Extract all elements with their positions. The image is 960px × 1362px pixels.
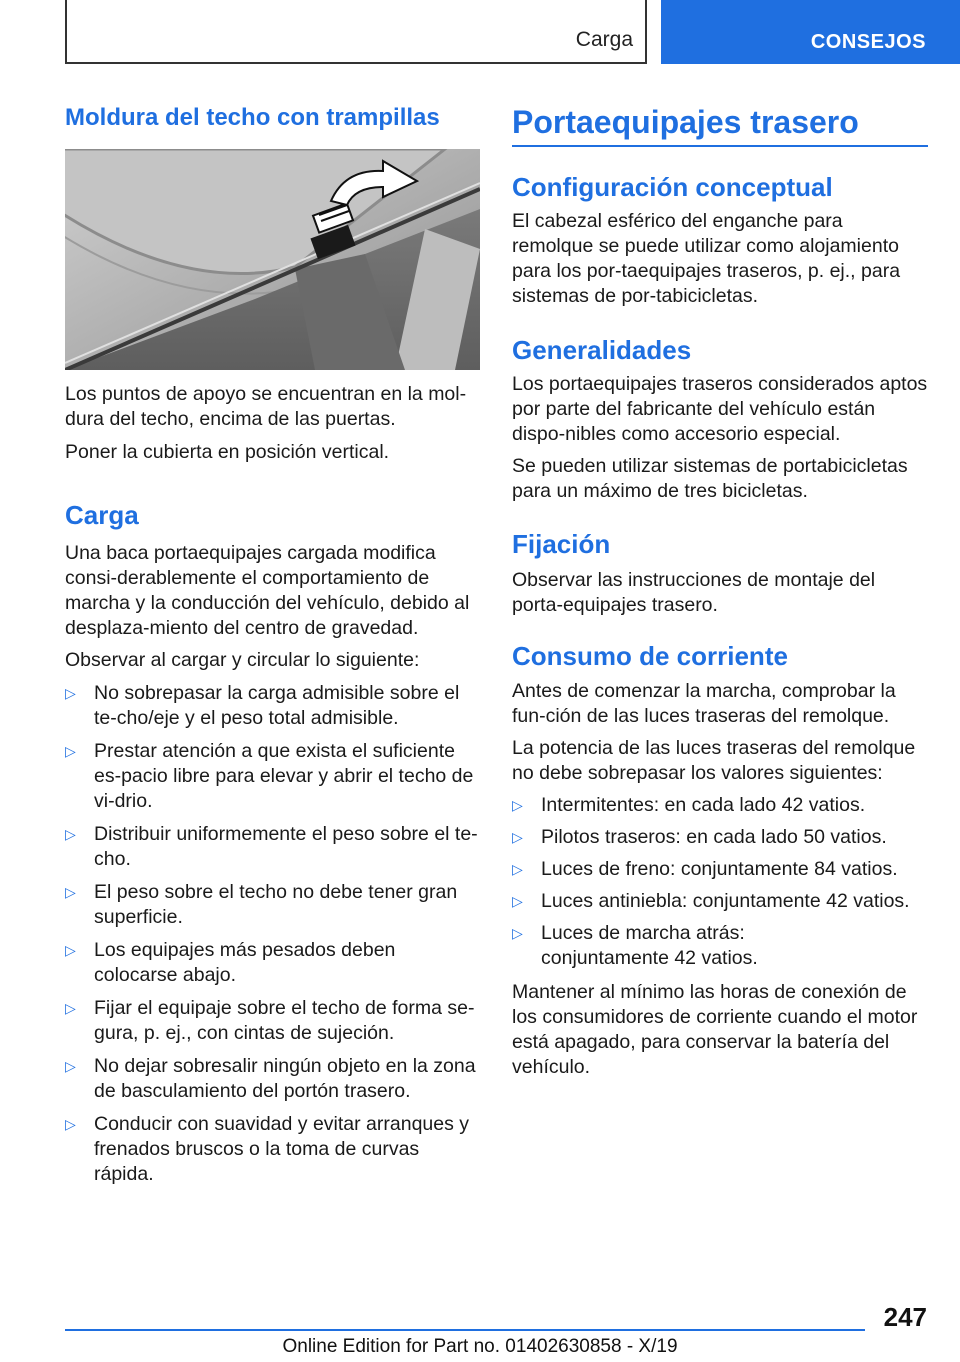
list-item: ▷ Los equipajes más pesados deben colocarse abajo. [65, 939, 396, 986]
paragraph-fixing: Observar las instrucciones de montaje del porta-equipajes trasero. [512, 569, 876, 616]
list-item: ▷ No sobrepasar la carga admisible sobre el te-cho/eje y el peso total admisible. [65, 682, 460, 729]
bullet-triangle-icon: ▷ [65, 1000, 76, 1016]
list-item: ▷ Prestar atención a que exista el suficiente es-pacio libre para elevar y abrir el techo de vi-drio. [65, 740, 474, 812]
paragraph-concept: El cabezal esférico del enganche para remolque se puede utilizar como alojamiento para los por-taequipajes traseros, p. ej., para sistemas de por-tabicicletas. [512, 210, 901, 307]
bullet-triangle-icon: ▷ [65, 942, 76, 958]
paragraph-support-points: Los puntos de apoyo se encuentran en la mol-dura del techo, encima de las puertas. [65, 383, 467, 430]
paragraph-battery: Mantener al mínimo las horas de conexión de los consumidores de corriente cuando el motor está apagado, para conservar la batería del vehículo. [512, 981, 918, 1078]
list-item: ▷ Intermitentes: en cada lado 42 vatios. [512, 794, 866, 816]
bullet-triangle-icon: ▷ [512, 829, 523, 845]
list-item: ▷ Distribuir uniformemente el peso sobre el te-cho. [65, 823, 478, 870]
footer-edition: Online Edition for Part no. 01402630858 - X/19 [282, 1336, 678, 1357]
section-tab[interactable] [661, 0, 960, 64]
bullet-triangle-icon: ▷ [65, 1116, 76, 1132]
chapter-title: Carga [575, 28, 633, 51]
heading-rear-carrier: Portaequipajes trasero [512, 104, 859, 140]
list-item: ▷ No dejar sobresalir ningún objeto en la zona de basculamiento del portón trasero. [65, 1055, 476, 1102]
list-item: ▷ Luces de marcha atrás: conjuntamente 42 vatios. [512, 922, 758, 969]
heading-load: Carga [65, 500, 139, 530]
heading-fixing: Fijación [512, 529, 611, 559]
list-item: ▷ Fijar el equipaje sobre el techo de forma se-gura, p. ej., con cintas de sujeción. [65, 997, 475, 1044]
section-tab-label: CONSEJOS [810, 31, 926, 53]
bullet-triangle-icon: ▷ [512, 861, 523, 877]
paragraph-general-2: Se pueden utilizar sistemas de portabicicletas para un máximo de tres bicicletas. [512, 455, 908, 502]
paragraph-power-2: La potencia de las luces traseras del remolque no debe sobrepasar los valores siguientes: [512, 737, 916, 784]
list-item: ▷ El peso sobre el techo no debe tener gran superficie. [65, 881, 458, 928]
list-item: ▷ Luces antiniebla: conjuntamente 42 vatios. [512, 890, 910, 912]
bullet-triangle-icon: ▷ [65, 1058, 76, 1074]
bullet-triangle-icon: ▷ [65, 685, 76, 701]
heading-roof-molding: Moldura del techo con trampillas [65, 104, 440, 131]
bullet-triangle-icon: ▷ [512, 925, 523, 941]
bullet-triangle-icon: ▷ [65, 884, 76, 900]
paragraph-vertical-position: Poner la cubierta en posición vertical. [65, 441, 390, 463]
list-item: ▷ Pilotos traseros: en cada lado 50 vatios. [512, 826, 887, 848]
heading-power-consumption: Consumo de corriente [512, 641, 788, 671]
footer-rule [65, 1329, 865, 1331]
heading-concept: Configuración conceptual [512, 172, 833, 202]
paragraph-observe: Observar al cargar y circular lo siguiente: [65, 649, 420, 671]
paragraph-load-effects: Una baca portaequipajes cargada modifica consi-derablemente el comportamiento de marcha y la conducción del vehículo, debido al desplaza-miento del centro de gravedad. [65, 542, 470, 639]
paragraph-power-1: Antes de comenzar la marcha, comprobar la fun-ción de las luces traseras del remolque. [512, 680, 896, 727]
power-limits-list [512, 793, 928, 978]
paragraph-general-1: Los portaequipajes traseros considerados aptos por parte del fabricante del vehículo están dispo-nibles como accesorio especial. [512, 373, 928, 445]
bullet-triangle-icon: ▷ [512, 797, 523, 813]
title-underline [512, 145, 928, 147]
page-number: 247 [883, 1302, 927, 1332]
load-rules-list [65, 681, 480, 1195]
roof-illustration [65, 149, 480, 370]
bullet-triangle-icon: ▷ [65, 743, 76, 759]
list-item: ▷ Luces de freno: conjuntamente 84 vatios. [512, 858, 898, 880]
header-chapter-box [65, 0, 647, 64]
heading-general: Generalidades [512, 335, 692, 365]
bullet-triangle-icon: ▷ [65, 826, 76, 842]
list-item: ▷ Conducir con suavidad y evitar arranques y frenados bruscos o la toma de curvas rápida. [65, 1113, 470, 1185]
bullet-triangle-icon: ▷ [512, 893, 523, 909]
